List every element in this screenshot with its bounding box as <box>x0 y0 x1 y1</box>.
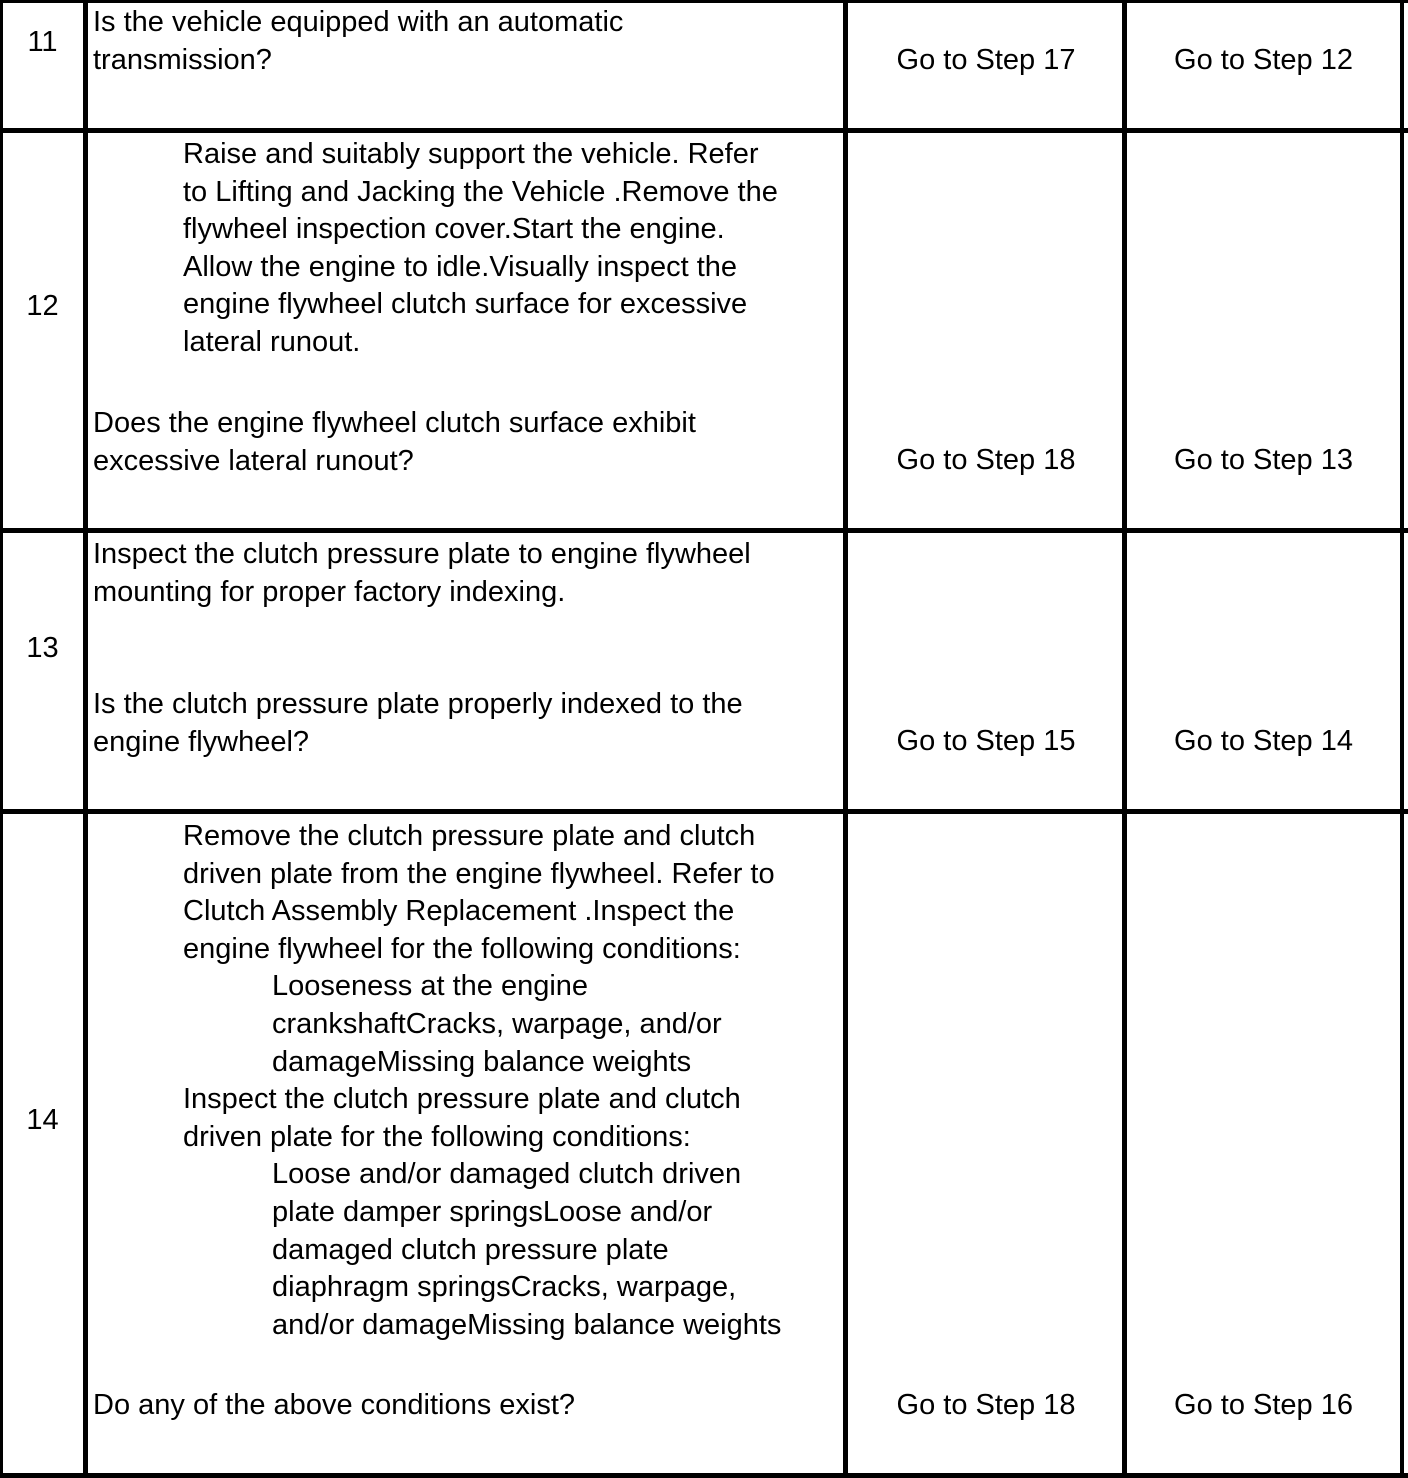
step-instructions: Raise and suitably support the vehicle. Refer to Lifting and Jacking the Vehicle .Remove the flywheel inspection cover.Start the engine. Allow the engine to idle.Visually inspect the engine flywheel clutch surface for excessive lateral runout. <box>183 138 778 358</box>
yes-result: Go to Step 15 <box>896 725 1076 757</box>
yes-result: Go to Step 17 <box>896 44 1076 76</box>
table-border <box>0 528 1408 533</box>
step-number: 13 <box>26 632 59 664</box>
condition-list: Looseness at the engine <box>272 970 589 1003</box>
yes-result: Go to Step 18 <box>896 444 1076 476</box>
step-number: 12 <box>26 290 59 322</box>
table-border <box>0 809 1408 814</box>
no-result: Go to Step 14 <box>1174 725 1353 757</box>
no-result: Go to Step 13 <box>1174 444 1353 476</box>
step-question: Do any of the above conditions exist? <box>93 1389 576 1421</box>
step-number: 11 <box>27 26 58 58</box>
step-instructions: Remove the clutch pressure plate and clutch driven plate from the engine flywheel. Refer to Clutch Assembly Replacement .Inspect the engine flywheel for the following conditions: Looseness at the engine crankshaftCracks, warpage, and/or damageMissing balance weights Inspect the clutch pressure plate and clutch driven plate for the following conditions: Loose and/or damaged clutch driven plate damper springsLoose and/or damaged clutch pressure plate diaphragm springsCracks, warpage, and/or damageMissing balance weights <box>93 818 781 1344</box>
step-question: Is the vehicle equipped with an automatic transmission? <box>93 6 624 76</box>
table-border <box>0 128 1408 133</box>
step-instructions: Inspect the clutch pressure plate to engine flywheel mounting for proper factory indexing. <box>93 538 751 608</box>
table-border <box>0 0 3 1478</box>
table-border <box>0 0 1408 3</box>
no-result: Go to Step 12 <box>1174 44 1353 76</box>
table-border <box>1400 0 1404 1478</box>
table-border <box>83 0 88 1478</box>
condition-list: Loose and/or damaged clutch driven <box>272 1158 742 1191</box>
step-question: Does the engine flywheel clutch surface exhibit excessive lateral runout? <box>93 407 696 477</box>
no-result: Go to Step 16 <box>1174 1389 1353 1421</box>
step-number: 14 <box>26 1104 59 1136</box>
yes-result: Go to Step 18 <box>896 1389 1076 1421</box>
step-question: Is the clutch pressure plate properly indexed to the engine flywheel? <box>93 688 743 758</box>
table-border <box>0 1473 1408 1478</box>
